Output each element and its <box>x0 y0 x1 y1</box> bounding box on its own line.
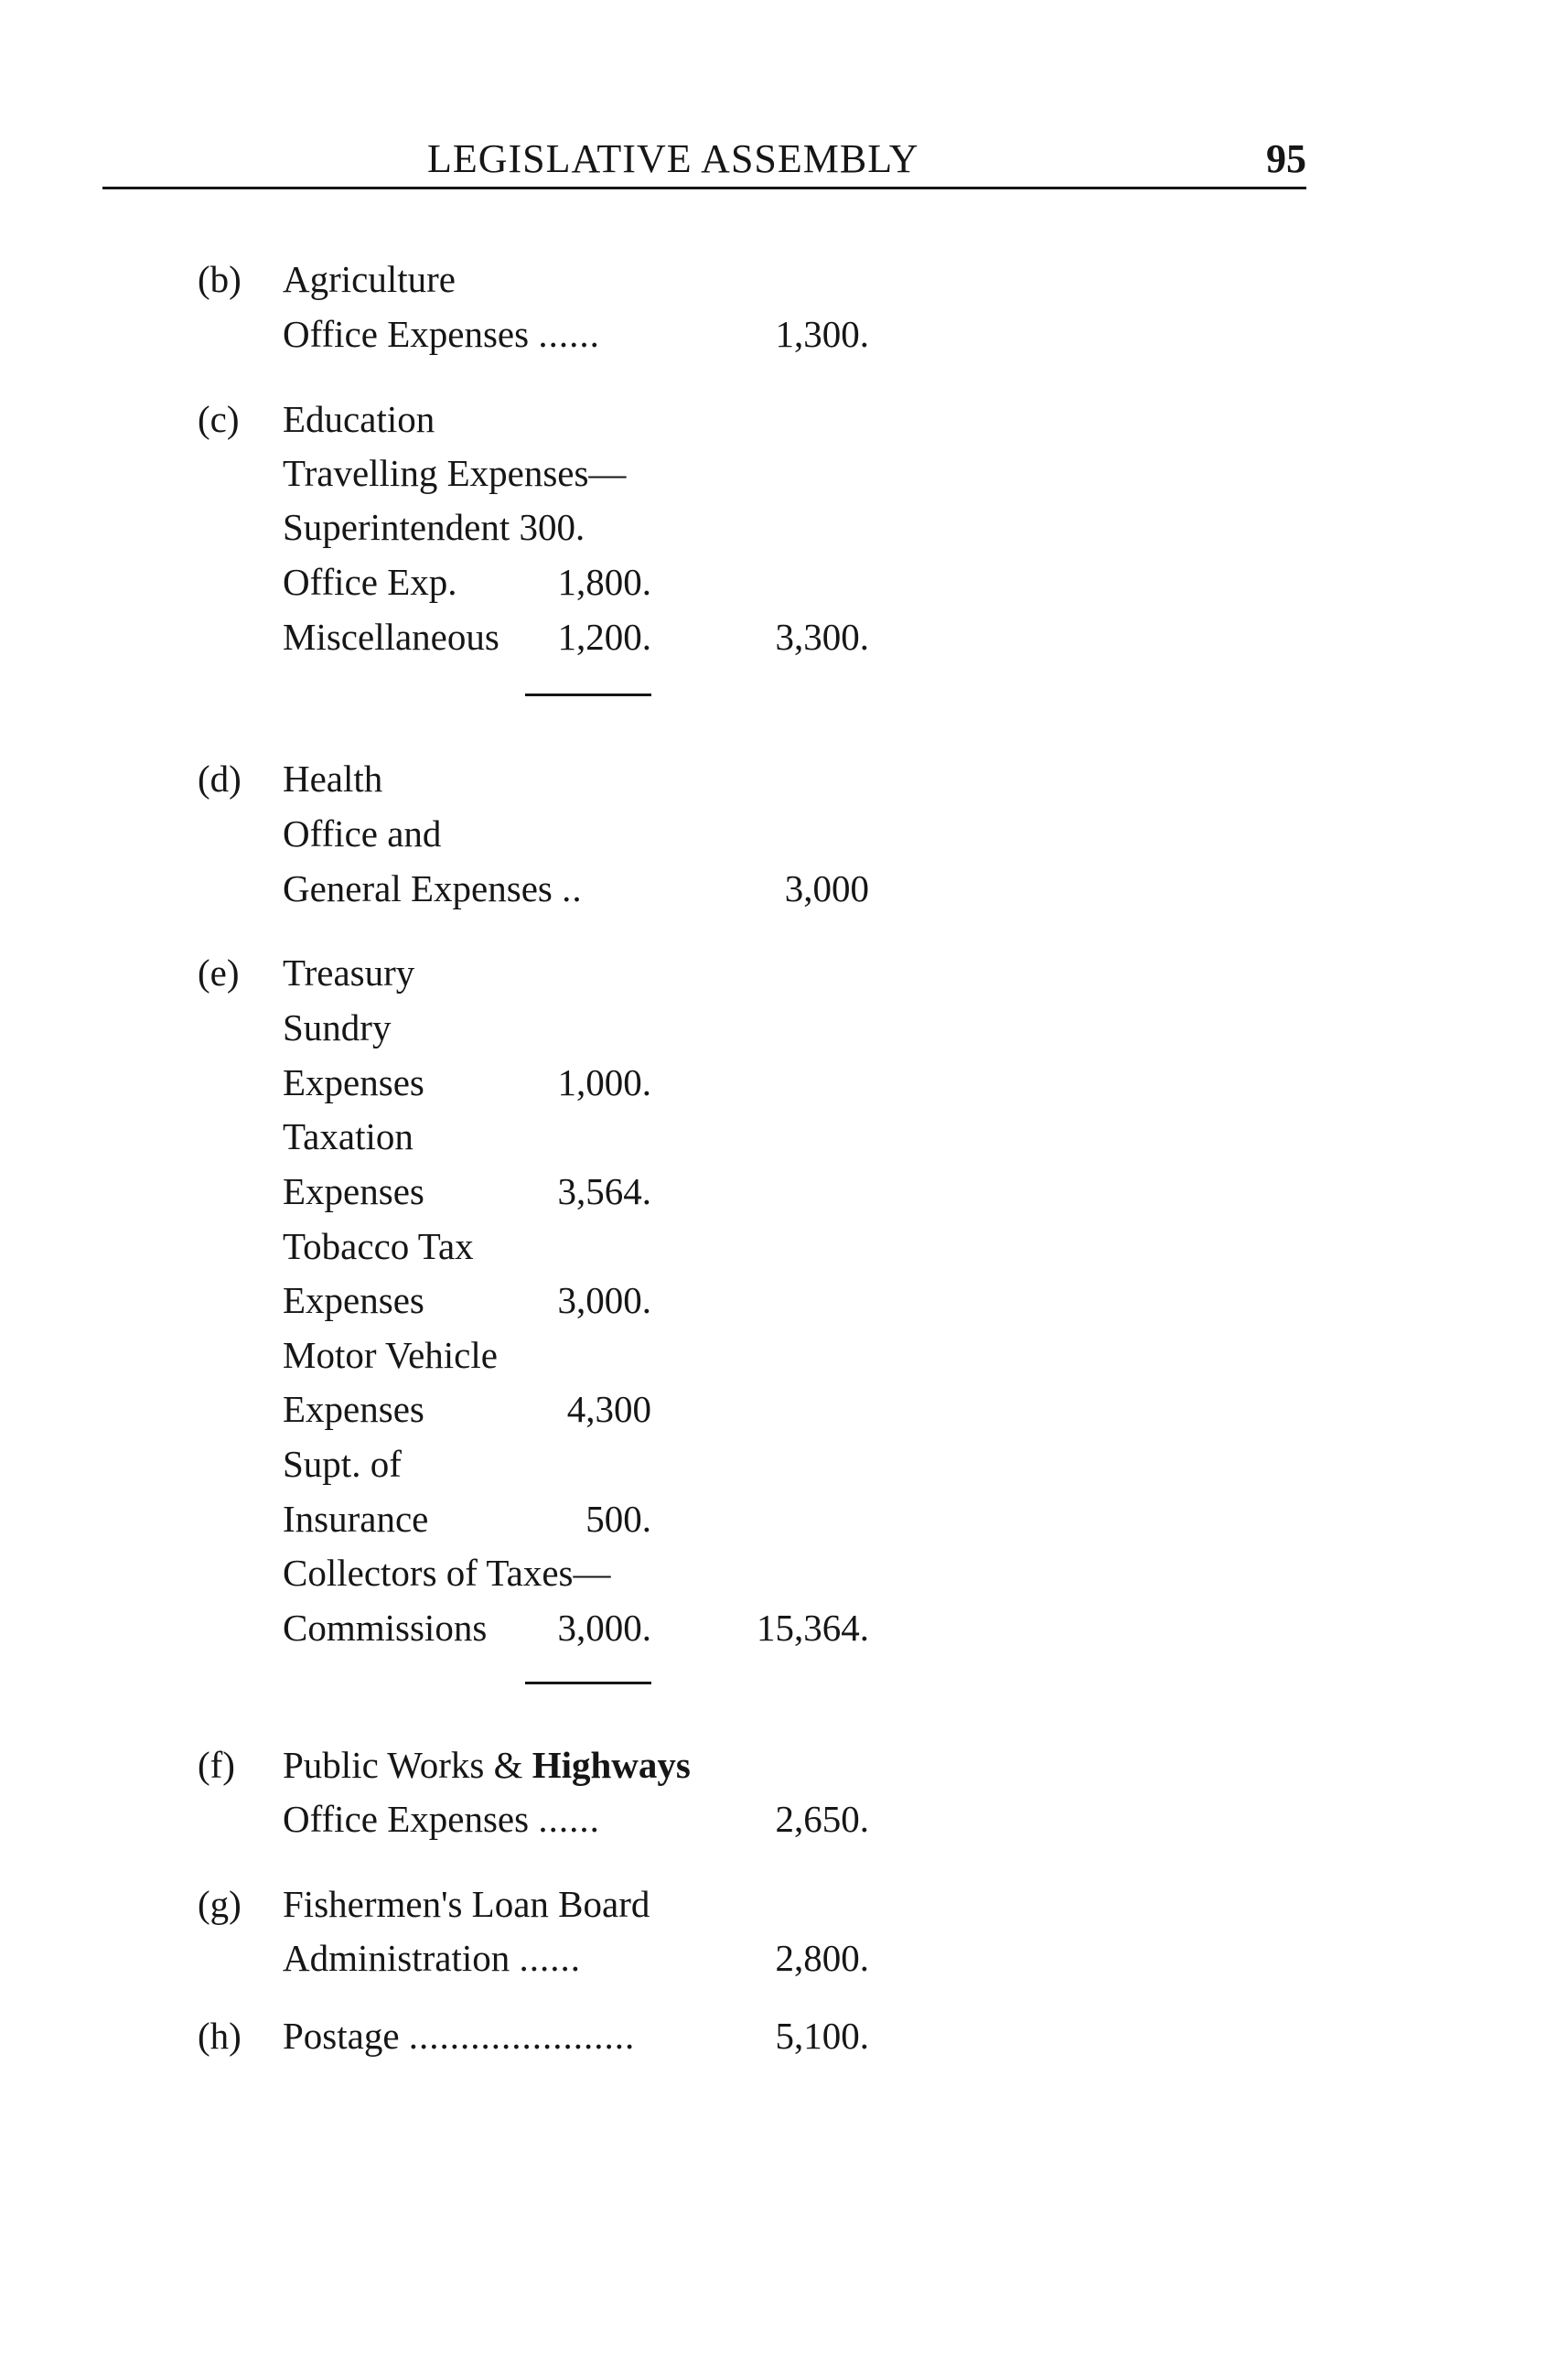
section-h-letter: (h) <box>198 2015 242 2057</box>
leader-dots: ...................... <box>408 2015 636 2057</box>
section-h-total: 5,100. <box>775 2015 869 2057</box>
page-header <box>102 135 1306 187</box>
header-title: LEGISLATIVE ASSEMBLY <box>427 136 919 181</box>
section-e-item-label2: Expenses <box>283 1170 424 1212</box>
section-b-total: 1,300. <box>775 313 869 355</box>
section-d-line2: General Expenses .. <box>283 867 583 909</box>
section-e-total: 15,364. <box>757 1607 869 1649</box>
section-e-item-value: 3,000. <box>557 1607 651 1649</box>
section-f-title-bold: Highways <box>532 1744 691 1786</box>
section-e-item-label2: Commissions <box>283 1607 488 1649</box>
section-e-item-label1: Taxation <box>283 1115 413 1157</box>
section-c-line4-label: Miscellaneous <box>283 616 499 658</box>
section-e-item-label1: Supt. of <box>283 1443 402 1485</box>
section-e-item-label2: Expenses <box>283 1388 424 1430</box>
section-d-title: Health <box>283 758 383 800</box>
section-c-rule <box>525 694 651 696</box>
leader-dots: ...... <box>538 313 600 355</box>
section-d-line1: Office and <box>283 812 442 855</box>
section-e-item-label1: Tobacco Tax <box>283 1225 474 1267</box>
section-c-line4-value: 1,200. <box>557 616 651 658</box>
section-b-letter: (b) <box>198 258 242 300</box>
section-e-item-value: 500. <box>585 1498 651 1540</box>
section-e-letter: (e) <box>198 952 240 994</box>
section-f-title: Public Works & Highways <box>283 1744 691 1786</box>
leader-dots: ...... <box>519 1937 582 1979</box>
section-f-total: 2,650. <box>775 1798 869 1840</box>
leader-dots: .. <box>562 867 583 909</box>
section-g-total: 2,800. <box>775 1937 869 1979</box>
section-c-line3-label: Office Exp. <box>283 561 457 603</box>
header-rule <box>102 187 1306 189</box>
section-b-line1: Office Expenses ...... <box>283 313 600 355</box>
section-d-letter: (d) <box>198 758 242 800</box>
section-c-title: Education <box>283 398 435 440</box>
section-e-title: Treasury <box>283 952 415 994</box>
section-e-item-label1: Motor Vehicle <box>283 1334 498 1376</box>
section-c-line2: Superintendent 300. <box>283 506 585 548</box>
section-e-item-value: 3,564. <box>557 1170 651 1212</box>
page-number: 95 <box>1266 136 1306 181</box>
section-c-letter: (c) <box>198 398 240 440</box>
section-e-item-label2: Insurance <box>283 1498 429 1540</box>
section-e-rule <box>525 1682 651 1684</box>
section-g-line1: Administration ...... <box>283 1937 582 1979</box>
section-e-item-label1: Collectors of Taxes— <box>283 1552 611 1594</box>
leader-dots: ...... <box>538 1798 600 1840</box>
section-e-item-value: 4,300 <box>566 1388 651 1430</box>
section-c-total: 3,300. <box>775 616 869 658</box>
section-g-letter: (g) <box>198 1883 242 1925</box>
section-e-item-value: 1,000. <box>557 1061 651 1103</box>
section-h-title: Postage ...................... <box>283 2015 636 2057</box>
section-d-total: 3,000 <box>784 867 869 909</box>
section-e-item-value: 3,000. <box>557 1279 651 1321</box>
section-g-title: Fishermen's Loan Board <box>283 1883 650 1925</box>
section-f-line1: Office Expenses ...... <box>283 1798 600 1840</box>
section-e-item-label2: Expenses <box>283 1279 424 1321</box>
section-e-item-label2: Expenses <box>283 1061 424 1103</box>
section-e-item-label1: Sundry <box>283 1006 392 1048</box>
section-f-letter: (f) <box>198 1744 235 1786</box>
section-b-title: Agriculture <box>283 258 456 300</box>
section-c-line3-value: 1,800. <box>557 561 651 603</box>
section-c-line1: Travelling Expenses— <box>283 452 627 494</box>
